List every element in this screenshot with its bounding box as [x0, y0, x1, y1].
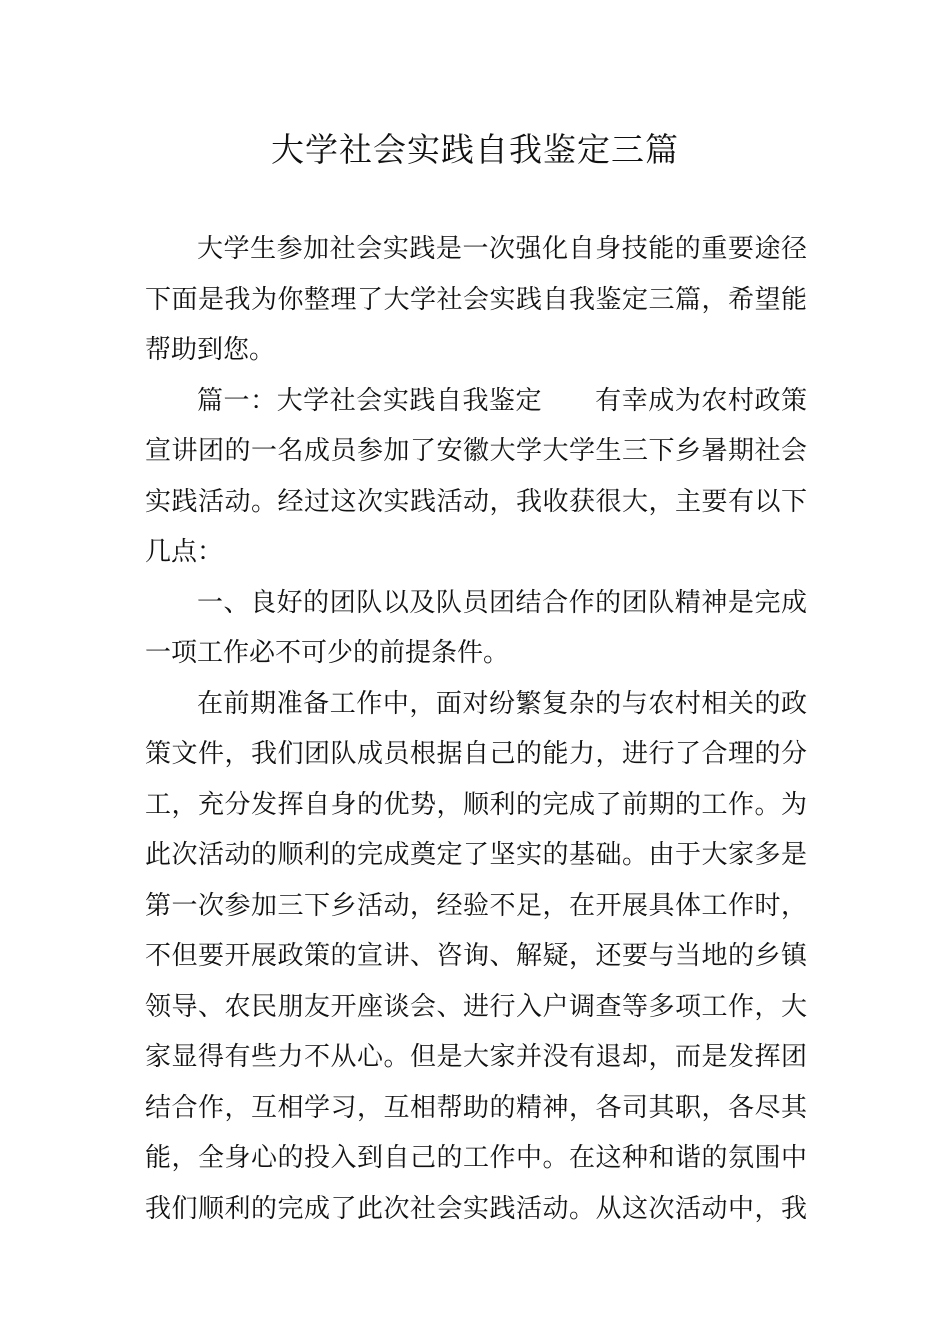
text-line: 此次活动的顺利的完成奠定了坚实的基础。由于大家多是	[145, 840, 807, 870]
text-line: 大学生参加社会实践是一次强化自身技能的重要途径	[197, 234, 807, 264]
text-line: 下面是我为你整理了大学社会实践自我鉴定三篇，希望能	[145, 284, 807, 315]
text-line: 几点：	[145, 537, 224, 567]
text-line: 宣讲团的一名成员参加了安徽大学大学生三下乡暑期社会	[145, 436, 807, 466]
text-line: 策文件，我们团队成员根据自己的能力，进行了合理的分	[145, 739, 807, 769]
document-body	[145, 224, 807, 1234]
text-line: 实践活动。经过这次实践活动，我收获很大，主要有以下	[145, 486, 807, 517]
text-line: 领导、农民朋友开座谈会、进行入户调查等多项工作，大	[145, 991, 807, 1022]
text-line: 能，全身心的投入到自己的工作中。在这种和谐的氛围中	[145, 1143, 807, 1173]
document-title: 大学社会实践自我鉴定三篇	[271, 130, 679, 169]
text-line: 在前期准备工作中，面对纷繁复杂的与农村相关的政	[197, 688, 807, 719]
text-line: 不但要开展政策的宣讲、咨询、解疑，还要与当地的乡镇	[145, 941, 807, 971]
text-line: 第一次参加三下乡活动，经验不足，在开展具体工作时，	[145, 890, 807, 921]
text-line: 一、良好的团队以及队员团结合作的团队精神是完成	[197, 587, 807, 618]
text-line: 我们顺利的完成了此次社会实践活动。从这次活动中，我	[145, 1193, 807, 1224]
text-line: 家显得有些力不从心。但是大家并没有退却，而是发挥团	[145, 1042, 807, 1072]
text-line: 一项工作必不可少的前提条件。	[145, 638, 510, 668]
text-line: 帮助到您。	[145, 335, 276, 365]
text-line: 篇一：大学社会实践自我鉴定 有幸成为农村政策	[197, 385, 807, 416]
text-line: 结合作，互相学习，互相帮助的精神，各司其职，各尽其	[145, 1092, 807, 1123]
text-line: 工，充分发挥自身的优势，顺利的完成了前期的工作。为	[145, 789, 807, 820]
